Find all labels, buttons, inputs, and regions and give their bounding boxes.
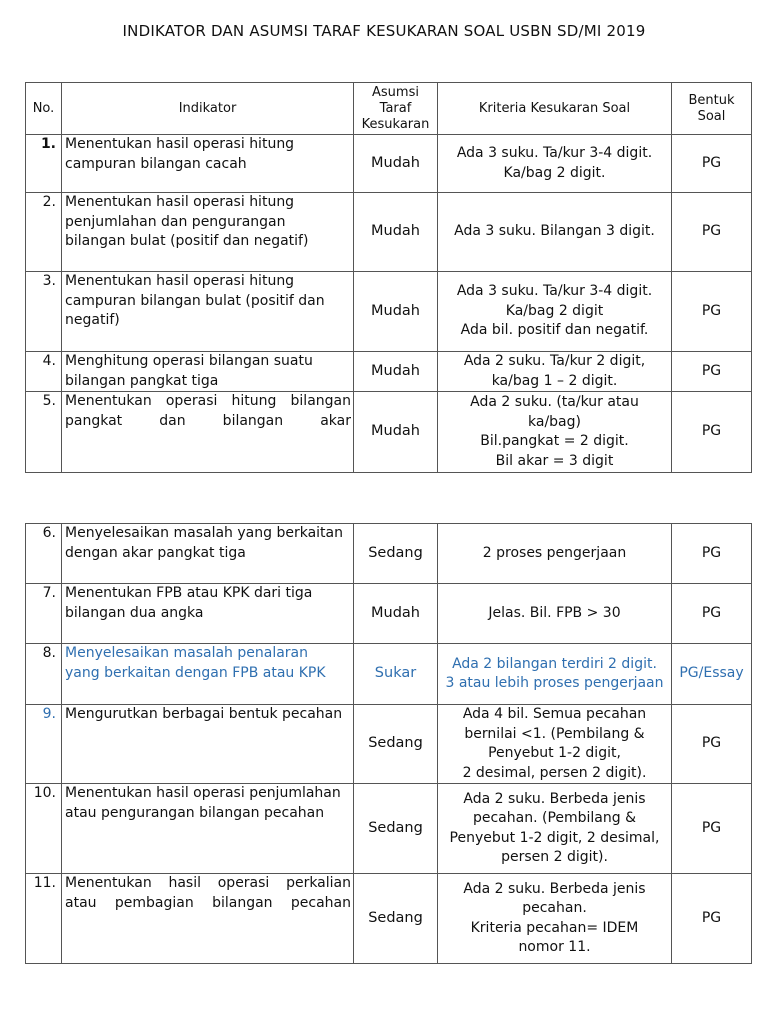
indikator-line: Menentukan hasil operasi perkalian [65, 875, 351, 891]
header-bentuk-line: Bentuk [688, 92, 735, 108]
row-indikator [62, 584, 354, 644]
row-kriteria [438, 705, 672, 784]
indikator-line: Menentukan hasil operasi hitung [65, 273, 295, 289]
header-asumsi-line: Taraf [379, 100, 412, 116]
indikator-line: negatif) [65, 312, 120, 328]
header-row [26, 83, 752, 135]
row-kriteria [438, 644, 672, 705]
kriteria-line: ka/bag 1 – 2 digit. [491, 372, 618, 389]
row-asumsi: Sedang [354, 705, 438, 784]
row-number: 5. [26, 392, 62, 473]
indikator-line: bilangan pangkat tiga [65, 372, 219, 389]
row-bentuk: PG [672, 272, 752, 352]
row-asumsi: Mudah [354, 272, 438, 352]
table-row [26, 193, 752, 272]
indikator-line: bilangan dua angka [65, 604, 204, 621]
indikator-line: Menyelesaikan masalah yang berkaitan [65, 525, 343, 541]
row-indikator [62, 352, 354, 392]
indikator-line: dengan akar pangkat tiga [65, 544, 246, 561]
row-kriteria [438, 784, 672, 874]
kriteria-line: nomor 11. [518, 939, 591, 955]
table-row [26, 644, 752, 705]
kriteria-line: Ka/bag 2 digit. [503, 164, 606, 181]
kriteria-line: Penyebut 1-2 digit, 2 desimal, [449, 829, 660, 846]
kriteria-line: 2 proses pengerjaan [482, 544, 627, 561]
table-row [26, 392, 752, 473]
header-kriteria: Kriteria Kesukaran Soal [438, 83, 672, 135]
table-1-body [26, 135, 752, 473]
row-indikator [62, 524, 354, 584]
header-no: No. [26, 83, 62, 135]
row-asumsi: Mudah [354, 584, 438, 644]
row-bentuk: PG [672, 135, 752, 193]
row-number: 2. [26, 193, 62, 272]
indikator-line: penjumlahan dan pengurangan [65, 213, 286, 230]
indikator-line: Menentukan hasil operasi penjumlahan [65, 785, 341, 801]
row-asumsi: Sukar [354, 644, 438, 705]
kriteria-line: bernilai <1. (Pembilang & [464, 725, 645, 742]
kriteria-line: pecahan. [522, 900, 587, 916]
header-asumsi-line: Kesukaran [361, 116, 430, 132]
kriteria-line: 3 atau lebih proses pengerjaan [445, 675, 664, 691]
row-number: 3. [26, 272, 62, 352]
kriteria-line: Ada 2 suku. Ta/kur 2 digit, [463, 353, 646, 369]
kriteria-line: Bil.pangkat = 2 digit. [480, 433, 629, 449]
kriteria-line: Ada 3 suku. Ta/kur 3-4 digit. [456, 145, 653, 161]
kriteria-line: Ada 2 bilangan terdiri 2 digit. [452, 655, 657, 672]
table-row [26, 784, 752, 874]
indikator-line: campuran bilangan cacah [65, 155, 247, 172]
indikator-line: Menentukan hasil operasi hitung [65, 136, 295, 152]
indikator-line: yang berkaitan dengan FPB atau KPK [65, 664, 326, 681]
row-indikator [62, 784, 354, 874]
table-2-body [26, 524, 752, 964]
header-asumsi [354, 83, 438, 135]
row-bentuk: PG [672, 524, 752, 584]
kriteria-line: Ada 3 suku. Ta/kur 3-4 digit. [456, 283, 653, 300]
kriteria-line: Jelas. Bil. FPB > 30 [488, 604, 621, 621]
kriteria-line: Ada 4 bil. Semua pecahan [462, 706, 647, 722]
kriteria-line: Ada 2 suku. (ta/kur atau [470, 394, 639, 410]
row-kriteria [438, 135, 672, 193]
row-asumsi: Sedang [354, 784, 438, 874]
row-bentuk: PG/Essay [672, 644, 752, 705]
row-number: 7. [26, 584, 62, 644]
kriteria-line: Ada 2 suku. Berbeda jenis [463, 790, 646, 807]
header-bentuk [672, 83, 752, 135]
row-indikator [62, 193, 354, 272]
row-number: 4. [26, 352, 62, 392]
row-number: 11. [26, 874, 62, 964]
row-indikator [62, 705, 354, 784]
row-asumsi: Mudah [354, 352, 438, 392]
kriteria-line: 2 desimal, persen 2 digit). [462, 764, 647, 781]
row-bentuk: PG [672, 392, 752, 473]
indikator-line: bilangan bulat (positif dan negatif) [65, 233, 309, 249]
row-bentuk: PG [672, 705, 752, 784]
kriteria-line: Kriteria pecahan= IDEM [470, 919, 639, 936]
indikator-line: atau pengurangan bilangan pecahan [65, 804, 325, 821]
indikator-line: pangkat dan bilangan akar [65, 412, 351, 429]
row-number: 10. [26, 784, 62, 874]
row-asumsi: Mudah [354, 392, 438, 473]
row-kriteria [438, 193, 672, 272]
indikator-line: Menentukan hasil operasi hitung [65, 194, 295, 210]
table-row [26, 874, 752, 964]
kriteria-line: Ada 2 suku. Berbeda jenis [463, 880, 646, 897]
kriteria-line: pecahan. (Pembilang & [472, 810, 637, 826]
row-indikator [62, 874, 354, 964]
row-bentuk: PG [672, 193, 752, 272]
row-indikator [62, 272, 354, 352]
indikator-line: Menentukan operasi hitung bilangan [65, 393, 351, 409]
table-row [26, 272, 752, 352]
row-number: 8. [26, 644, 62, 705]
kriteria-line: Penyebut 1-2 digit, [488, 745, 621, 761]
table-row [26, 352, 752, 392]
table-row [26, 524, 752, 584]
row-indikator [62, 135, 354, 193]
row-asumsi: Mudah [354, 135, 438, 193]
row-bentuk: PG [672, 874, 752, 964]
row-asumsi: Sedang [354, 524, 438, 584]
header-bentuk-line: Soal [697, 108, 726, 124]
indicator-table-1 [25, 82, 752, 473]
indikator-line: Menyelesaikan masalah penalaran [65, 645, 309, 661]
row-indikator [62, 392, 354, 473]
row-number: 9. [26, 705, 62, 784]
header-asumsi-line: Asumsi [372, 84, 419, 100]
kriteria-line: Bil akar = 3 digit [495, 452, 614, 469]
row-number: 6. [26, 524, 62, 584]
kriteria-line: Ada bil. positif dan negatif. [460, 322, 649, 339]
row-bentuk: PG [672, 352, 752, 392]
kriteria-line: Ka/bag 2 digit [505, 302, 604, 319]
indicator-table-2 [25, 523, 752, 964]
row-kriteria [438, 272, 672, 352]
indikator-line: atau pembagian bilangan pecahan [65, 894, 351, 911]
indikator-line: campuran bilangan bulat (positif dan [65, 292, 325, 309]
kriteria-line: Ada 3 suku. Bilangan 3 digit. [454, 223, 655, 240]
document-title: INDIKATOR DAN ASUMSI TARAF KESUKARAN SOAL USBN SD/MI 2019 [122, 22, 646, 40]
row-kriteria [438, 584, 672, 644]
table-row [26, 135, 752, 193]
row-kriteria [438, 874, 672, 964]
row-bentuk: PG [672, 784, 752, 874]
row-asumsi: Sedang [354, 874, 438, 964]
row-kriteria [438, 352, 672, 392]
row-bentuk: PG [672, 584, 752, 644]
row-kriteria [438, 524, 672, 584]
row-kriteria [438, 392, 672, 473]
header-indikator: Indikator [62, 83, 354, 135]
kriteria-line: ka/bag) [528, 413, 581, 430]
indikator-line: Menentukan FPB atau KPK dari tiga [65, 585, 313, 601]
row-number: 1. [26, 135, 62, 193]
indikator-line: Mengurutkan berbagai bentuk pecahan [65, 706, 343, 722]
table-row [26, 705, 752, 784]
indikator-line: Menghitung operasi bilangan suatu [65, 353, 313, 369]
row-indikator [62, 644, 354, 705]
row-asumsi: Mudah [354, 193, 438, 272]
kriteria-line: persen 2 digit). [501, 849, 608, 865]
table-row [26, 584, 752, 644]
